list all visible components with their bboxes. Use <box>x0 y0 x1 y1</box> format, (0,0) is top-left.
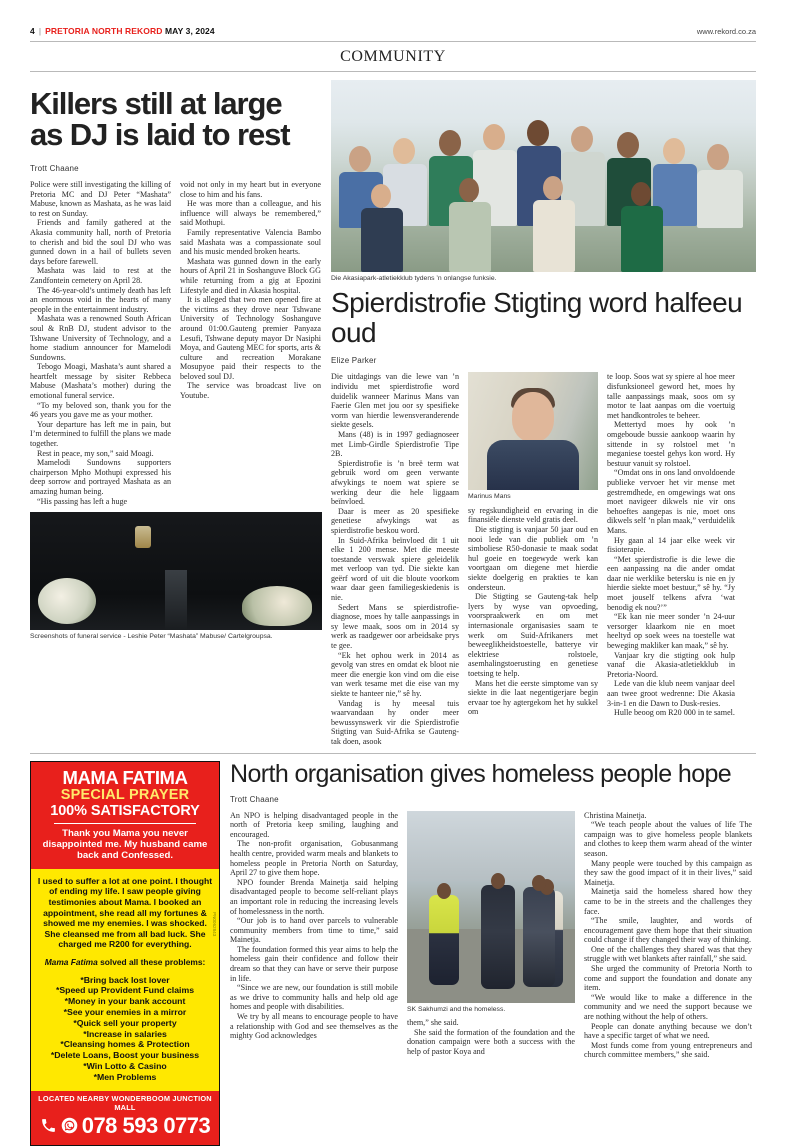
article1-headline-line2: as DJ is laid to rest <box>30 117 290 152</box>
person-head <box>532 875 546 891</box>
stage-light <box>135 526 151 548</box>
section-rule <box>30 71 756 72</box>
person-torso <box>361 208 403 272</box>
advert-solved-rest: solved all these problems: <box>97 956 206 967</box>
paragraph: Mainetja said the homeless shared how they came to be in the streets and the challenges they face. <box>584 887 752 916</box>
paragraph: Die uitdagings van die lewe van ’n individu met spierdistrofie word duidelik wanneer Marinus Mans van Faerie Glen met jou oor sy spesifieke vorm van hierdie lewensveranderende siekte gesels. <box>331 372 459 430</box>
paragraph: “We teach people about the values of life The campaign was to give homeless people blankets and clothes to keep them warm ahead of the winter season. <box>584 820 752 858</box>
paragraph: Many people were touched by this campaign as they saw the good impact of it in their lives,” said Mainetja. <box>584 858 752 887</box>
advert-tagline: Thank you Mama you never disappointed me. My husband came back and Confessed. <box>42 827 208 862</box>
advert-phone-row[interactable] <box>35 1113 215 1139</box>
masthead-separator: | <box>38 26 42 36</box>
article2-column-2 <box>468 506 598 717</box>
person-head <box>631 182 651 206</box>
person-head <box>437 883 451 899</box>
paragraph: The 46-year-old’s untimely death has left an enormous void in the hearts of many people in the entertainment industry. <box>30 285 171 314</box>
advert-testimonial: I used to suffer a lot at one point. I thought of ending my life. I saw people giving testimonies about Mama. I booked an appointment, she read all my fortunes & showed me my enemies. I was shocked. She cleansed me from all bad luck. She charged me R200 for everything. <box>37 875 213 950</box>
article2-column-3 <box>607 372 735 746</box>
person-head <box>491 873 505 889</box>
paragraph: Mashata was laid to rest at the Zandfontein cemetery on April 28. <box>30 266 171 285</box>
paragraph: Christina Mainetja. <box>584 810 647 820</box>
person-head <box>571 126 593 152</box>
paragraph: Friends and family gathered at the Akasia community hall, north of Pretoria to cherish and bid the soul DJ who was gunned down in a hail of bullets seven days before farewell. <box>30 218 171 266</box>
person-head <box>393 138 415 164</box>
paragraph: It is alleged that two men opened fire at the victims as they drove near Tshwane University of Technology Soshanguve around 01:00.Gauteng premier Panyaza Lesufi, Tshwane deputy mayor Dr Nasiphi Moya, and Gauteng MEC for sports, arts & culture and recreation Morakane Mosupyoe paid their respects to the beloved soul DJ. <box>180 295 321 381</box>
article1-headline-line1: Killers still at large <box>30 86 282 121</box>
paragraph: te loop. Soos wat sy spiere al hoe meer disfunksioneel geword het, moes hy talle aanpassings maak, soos om sy motor te laat aanpas om die voertuig met handkontroles te beheer. <box>607 372 735 420</box>
person-figure <box>481 885 515 989</box>
paragraph: “Ek kan nie meer sonder ’n 24-uur versorger klaarkom nie en moet heeltyd op soek wees na toestelle wat beweging makliker kan maak,” sê hy. <box>607 612 735 651</box>
paragraph: Mashata was a renowned South African soul & RnB DJ, student advisor to the Tshwane University of Technology, and a home stadium announcer for Mamelodi Sundowns. <box>30 314 171 362</box>
advert-services-list <box>37 975 213 1083</box>
article1-column-2 <box>180 180 321 506</box>
marinus-mans-photo <box>468 372 598 490</box>
paragraph: sy regskundigheid en ervaring in die finansiële dienste veld gratis deel. <box>468 505 598 525</box>
paragraph: Rest in peace, my son,” said Moagi. <box>37 448 154 458</box>
homeless-outreach-photo <box>407 811 575 1003</box>
service-item: *Win Lotto & Casino <box>83 1060 167 1071</box>
article-homeless-hope <box>230 761 756 1146</box>
service-item: *Men Problems <box>93 1071 157 1082</box>
person-head <box>543 176 563 200</box>
section-band <box>30 42 756 71</box>
article3-column-1 <box>230 811 398 1060</box>
paragraph: “Since we are new, our foundation is still mobile as we drive to community halls and help old age homes and people with disabilities. <box>230 983 398 1012</box>
paragraph: void not only in my heart but in everyone close to him and his fans. <box>180 180 321 199</box>
article3-byline: Trott Chaane <box>230 794 279 804</box>
article1-text-block <box>30 80 322 747</box>
paragraph: Hulle beoog om R20 000 in te samel. <box>614 708 735 718</box>
article-killers-still-at-large <box>30 80 756 747</box>
person-head <box>617 132 639 158</box>
person-torso <box>621 206 663 272</box>
service-item: *Cleansing homes & Protection <box>60 1039 190 1050</box>
service-item: *Increase in salaries <box>83 1028 167 1039</box>
paragraph: Tebogo Moagi, Mashata’s aunt shared a heartfelt message by sisiter Rebbeca Mabuse (Mashata’s mother) during the emotional funeral service. <box>30 362 171 401</box>
advert-body <box>31 869 219 1091</box>
publication-name: PRETORIA NORTH REKORD <box>45 26 163 36</box>
person-torso <box>697 170 743 228</box>
article-spierdistrofie <box>331 288 756 746</box>
whatsapp-icon <box>61 1117 78 1134</box>
publication-date: MAY 3, 2024 <box>164 26 215 36</box>
person-head <box>707 144 729 170</box>
service-item: *Delete Loans, Boost your business <box>50 1050 200 1061</box>
paragraph: Spierdistrofie is ’n breë term wat gebruik word om geen verwante afwykings te noem wat spiere se werking deur die hele liggaam beïnvloed. <box>331 458 459 507</box>
article1-photo-caption: Screenshots of funeral service - Leshie Peter “Mashata” Mabuse/ Cartelgroupsa. <box>30 633 273 641</box>
paragraph: Hy gaan al 14 jaar elke week vir fisioterapie. <box>607 535 735 555</box>
paragraph: Lede van die klub neem vanjaar deel aan twee groot wedrenne: Die Akasia 3-in-1 en die Dawn to Dusk-resies. <box>607 679 735 708</box>
article3-column-2-wrap <box>407 811 575 1060</box>
paragraph: them,” she said. <box>407 1017 459 1027</box>
podium <box>165 570 187 630</box>
paragraph: Mashata was gunned down in the early hours of April 21 in Soshanguve Block GG while returning from a gig at Epozini Lifestyle and died in Akasia hospital. <box>180 256 321 295</box>
paragraph: The non-profit organisation, Gobusanmang health centre, provided warm meals and blankets to homeless people in Pretoria North on Saturday, April 27 to give them hope. <box>230 839 398 878</box>
paragraph: Mamelodi Sundowns supporters chairperson Mpho Mothupi expressed his deep sorrow and portrayed Mashata as an amazing human being. <box>30 458 171 496</box>
section-title: COMMUNITY <box>340 48 446 65</box>
article3-headline: North organisation gives homeless people hope <box>230 759 732 788</box>
advert-guarantee: 100% SATISFACTORY <box>50 802 200 819</box>
paragraph: Police were still investigating the killing of Pretoria MC and DJ Peter “Mashata” Mabuse, known as Mashata, as he was laid to rest on Sunday. <box>30 180 171 218</box>
person-face <box>512 392 554 442</box>
paragraph: Most funds come from young entrepreneurs and church committee members,” she said. <box>584 1040 752 1060</box>
paragraph: Daar is meer as 20 spesifieke genetiese afwykings wat as spierdistrofie beskou word. <box>331 506 459 535</box>
paragraph: Mans (48) is in 1997 gediagnoseer met Limb-Girdle Spierdistrofie Tipe 2B. <box>331 429 459 459</box>
paragraph: Vandag is hy meesal tuis waarvandaan hy onder meer bewussynswerk vir die Spierdistrofie Stigting van Suid-Afrika se Gauteng-tak doen, asook <box>331 698 459 746</box>
article2-columns <box>331 372 756 746</box>
article1-media-column <box>331 80 756 747</box>
paragraph: People can donate anything because we don’t have a specific target of what we need. <box>584 1021 752 1041</box>
person-figure <box>523 887 555 987</box>
paragraph: She urged the community of Pretoria North to come and support the foundation and donate any item. <box>584 964 752 993</box>
article1-column-1 <box>30 180 171 506</box>
article1-headline <box>30 88 322 150</box>
group-photo-people <box>331 80 756 272</box>
article2-photo-caption: Marinus Mans <box>468 493 511 501</box>
paragraph: The foundation formed this year aims to help the homeless gain their confidence and follow their dream so that they can have or serve their purpose in life. <box>230 944 398 983</box>
paragraph: Die Stigting se Gauteng-tak help lyers by wyse van opvoeding, voorspraakwerk en om met internasionale organisasies saam te werk om Suid-Afrikaners met beweeglikheidstoestelle, batterye vir elektriese rolstoele, asemhalingstoerusting en genetiese toetsing te help. <box>468 592 598 678</box>
paragraph: Family representative Valencia Bambo said Mashata was a compassionate soul and his music mended broken hearts. <box>180 227 321 257</box>
phone-icon <box>40 1117 57 1134</box>
paragraph: Die stigting is vanjaar 50 jaar oud en nooi lede van die publiek om ’n simboliese R50-donasie te maak sodat hul goeie en toegewyde werk kan voortgaan om diegene met hierdie siekte doelgerig en prakties te kan ondersteun. <box>468 525 598 592</box>
person-head <box>371 184 391 208</box>
article3-column-2 <box>407 1018 575 1056</box>
paragraph: In Suid-Afrika beïnvloed dit 1 uit elke 1 200 mense. Met die meeste toestande verswak spiere geleidelik met verloop van tyd. Die siekte kan geërf word of uit die bloute voorkom waar daar geen familiegeskiedenis is nie. <box>331 535 459 603</box>
paragraph: He was more than a colleague, and his influence will always be remembered,” said Mothupi. <box>180 199 321 228</box>
person-head <box>349 146 371 172</box>
paragraph: “Omdat ons in ons land onvoldoende publieke vervoer het vir mense met gestremdhede, en omgewings wat ons moet navigeer dikwels nie vir ons behoeftes aangepas is nie, moet ons dikwels self ’n plan maak,” verduidelik Mans. <box>607 468 735 535</box>
paragraph: Your departure has left me in pain, but I’m determined to fulfill the plans we made together. <box>30 419 171 449</box>
paragraph: We try by all means to encourage people to have a relationship with God and see themselves as the mighty God acknowledges <box>230 1012 398 1041</box>
person-torso <box>533 200 575 272</box>
paragraph: One of the challenges they shared was that they struggle with wet blankets after rainfall,” she said. <box>584 944 752 964</box>
masthead <box>30 0 756 36</box>
service-item: *Money in your bank account <box>64 996 186 1007</box>
article2-byline: Elize Parker <box>331 356 377 366</box>
advert-title: MAMA FATIMA <box>62 766 188 788</box>
article2-column-1 <box>331 372 459 746</box>
paragraph: The service was broadcast live on Youtube. <box>180 381 321 401</box>
athletics-club-group-photo <box>331 80 756 272</box>
advert-header <box>31 762 219 869</box>
article3-column-3 <box>584 811 752 1060</box>
person-figure <box>429 895 459 985</box>
article3-photo-caption: SK Sakhumzi and the homeless. <box>407 1005 506 1013</box>
advertisement-column <box>30 761 220 1146</box>
article2-column-2-wrap <box>468 372 598 746</box>
group-photo-caption: Die Akasiapark-atletiekklub tydens ’n onlangse funksie. <box>331 275 497 282</box>
person-shirt <box>487 440 579 490</box>
building-background <box>407 811 575 881</box>
paragraph: “We would like to make a difference in the community and we need the support because we are nothing without the help of others. <box>584 992 752 1022</box>
paragraph: An NPO is helping disadvantaged people in the north of Pretoria keep smiling, laughing and encouraged. <box>230 810 398 839</box>
bottom-section <box>30 753 756 1146</box>
service-item: *Bring back lost lover <box>80 974 170 985</box>
person-torso <box>449 202 491 272</box>
paragraph: NPO founder Brenda Mainetja said helping disadvantaged people to become self-reliant plays an important role in reducing the increasing levels of homelessness in the north. <box>230 877 398 916</box>
paragraph: “To my beloved son, thank you for the 46 years you gave me as your mother. <box>30 400 171 420</box>
flower-arrangement-right <box>242 586 312 626</box>
service-item: *Speed up Provident Fund claims <box>55 985 195 996</box>
funeral-service-photo <box>30 512 322 630</box>
paragraph: “The smile, laughter, and words of encouragement gave them hope that their situation could change if they changed their way of thinking. <box>584 916 752 945</box>
person-head <box>483 124 505 150</box>
advert-footer <box>31 1091 219 1145</box>
person-head <box>663 138 685 164</box>
masthead-left <box>30 26 215 36</box>
paragraph: “Our job is to hand over parcels to vulnerable community members from time to time,” said Mainetja. <box>230 916 398 945</box>
paragraph: “Ek het ophou werk in 2014 as gevolg van stres en omdat ek bloot nie meer die energie kon vind om die eise van werk tesame met die eise van my siekte te hanteer nie,” sê hy. <box>331 650 459 698</box>
website-url[interactable]: www.rekord.co.za <box>696 27 756 36</box>
paragraph: Vanjaar kry die stigting ook hulp vanaf die Akasia-atletiekklub in Pretoria-Noord. <box>607 650 735 679</box>
mama-fatima-advert[interactable] <box>30 761 220 1146</box>
paragraph: “Met spierdistrofie is die lewe die een aanpassing na die ander omdat daar nie werklike betersku is nie en jy hierdie siekte moet bestuur,” sê hy. “Jy moet jouself telkens afvra ‘wat benodig ek nou?’” <box>607 554 735 612</box>
advert-reference-code: PN0062843 <box>212 911 217 936</box>
paragraph: Sedert Mans se spierdistrofie-diagnose, moes hy talle aanpassings in sy lewe maak, soos om in 2014 sy werk as raadgewer oor arbeidsake prys te gee. <box>331 602 459 651</box>
advert-divider <box>54 823 196 824</box>
paragraph: Mettertyd moes hy ook ’n omgeboude bussie aankoop waarin hy sittende in sy rolstoel met ’n meganiese toestel gehys kon word. Hy bestuur vanuit sy rolstoel. <box>607 420 735 468</box>
article1-byline: Trott Chaane <box>30 164 79 173</box>
paragraph: She said the formation of the foundation and the donation campaign were both a success with the help of pastor Koya and <box>407 1027 575 1056</box>
page-number: 4 <box>30 26 35 36</box>
advert-phone-number: 078 593 0773 <box>81 1112 211 1138</box>
paragraph: “His passing has left a huge <box>37 496 128 506</box>
article2-headline: Spierdistrofie Stigting word halfeeu oud <box>331 287 743 349</box>
service-item: *Quick sell your property <box>73 1017 177 1028</box>
advert-solved-name: Mama Fatima <box>44 956 98 967</box>
article1-columns <box>30 180 322 506</box>
advert-subtitle: SPECIAL PRAYER <box>60 786 190 803</box>
person-head <box>527 120 549 146</box>
flower-arrangement-left <box>38 578 96 624</box>
person-head <box>439 130 461 156</box>
service-item: *See your enemies in a mirror <box>63 1006 187 1017</box>
article3-columns <box>230 811 756 1060</box>
advert-location: LOCATED NEARBY WONDERBOOM JUNCTION MALL <box>38 1093 212 1112</box>
advert-solved-intro <box>37 957 213 968</box>
paragraph: Mans het die eerste simptome van sy siekte in die laat negentigerjare begin ervaar toe hy agtergekom het hy sukkel om <box>468 678 598 717</box>
person-head <box>459 178 479 202</box>
